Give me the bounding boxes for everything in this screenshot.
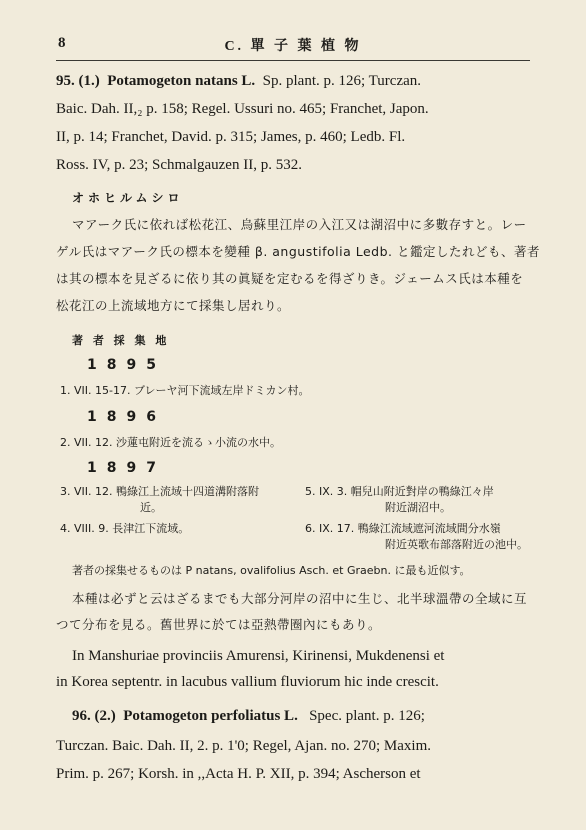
collection-record: 5. IX. 3. 帽兒山附近對岸の鴨綠江々岸 xyxy=(305,485,494,498)
references-line: Ross. IV, p. 23; Schmalgauzen II, p. 532. xyxy=(56,157,302,173)
description-line: は其の標本を見ざるに依り其の眞疑を定むるを得ざりき。ジェームス氏は本種を xyxy=(56,271,524,286)
description-line: ゲル氏はマアーク氏の標本を變種 β. angustifolia Ledb. と鑑定したれども、著者 xyxy=(56,244,540,259)
collection-record: 近。 xyxy=(140,501,162,514)
year-label: 1896 xyxy=(87,409,166,425)
entry-95-heading xyxy=(56,70,536,92)
collection-heading: 著 者 採 集 地 xyxy=(72,334,170,347)
entry-number: 96. (2.) xyxy=(72,708,116,724)
collection-record: 2. VII. 12. 沙蓮屯附近を流るゝ小流の水中。 xyxy=(60,436,281,449)
year-label: 1897 xyxy=(87,460,166,476)
references: Sp. plant. p. 126; Turczan. xyxy=(262,73,422,89)
description-line: マアーク氏に依れば松花江、烏蘇里江岸の入江又は湖沼中に多數存すと。レー xyxy=(72,217,527,232)
collection-record: 1. VII. 15-17. ブレーヤ河下流域左岸ドミカン村。 xyxy=(60,384,310,397)
note: 著者の採集せるものは P natans, ovalifolius Asch. et Graebn. に最も近似す。 xyxy=(72,564,471,577)
references: Spec. plant. p. 126; xyxy=(309,708,425,724)
collection-record: 4. VIII. 9. 長津江下流域。 xyxy=(60,522,190,535)
references-line: Prim. p. 267; Korsh. in ,,Acta H. P. XII, p. 394; Ascherson et xyxy=(56,766,421,782)
references-line: Baic. Dah. II,₂ p. 158; Regel. Ussuri no. 465; Franchet, Japon. xyxy=(56,101,429,117)
running-title: C. 單 子 葉 植 物 xyxy=(224,39,362,54)
japanese-name: オホヒルムシロ xyxy=(72,191,184,205)
distribution-line: つて分布を見る。舊世界に於ては亞熱帶圈內にもあり。 xyxy=(56,617,382,632)
species-name: Potamogeton natans L. xyxy=(107,73,256,89)
year-label: 1895 xyxy=(87,357,166,373)
collection-record: 6. IX. 17. 鴨綠江流域遮河流域間分水嶺 xyxy=(305,522,501,535)
collection-record: 附近湖沼中。 xyxy=(385,501,451,514)
species-name: Potamogeton perfoliatus L. xyxy=(123,708,298,724)
page-header xyxy=(58,35,528,55)
entry-96-heading xyxy=(72,705,552,727)
page-number: 8 xyxy=(58,35,66,51)
collection-record: 附近英歌布部落附近の池中。 xyxy=(385,538,528,551)
distribution-line: 本種は必ずと云はざるまでも大部分河岸の沼中に生じ、北半球溫帶の全域に互 xyxy=(72,591,528,606)
references-line: Turczan. Baic. Dah. II, 2. p. 1'0; Regel, Ajan. no. 270; Maxim. xyxy=(56,738,432,754)
entry-number: 95. (1.) xyxy=(56,73,100,89)
collection-record: 3. VII. 12. 鴨綠江上流域十四道溝附落附 xyxy=(60,485,259,498)
references-line: II, p. 14; Franchet, David. p. 315; James, p. 460; Ledb. Fl. xyxy=(56,129,406,145)
latin-distribution: In Manshuriae provinciis Amurensi, Kirinensi, Mukdenensi et xyxy=(72,648,445,664)
latin-distribution: in Korea septentr. in lacubus vallium fluviorum hic inde crescit. xyxy=(56,674,439,690)
header-rule xyxy=(56,60,530,61)
description-line: 松花江の上流域地方にて採集し居れり。 xyxy=(56,298,291,313)
